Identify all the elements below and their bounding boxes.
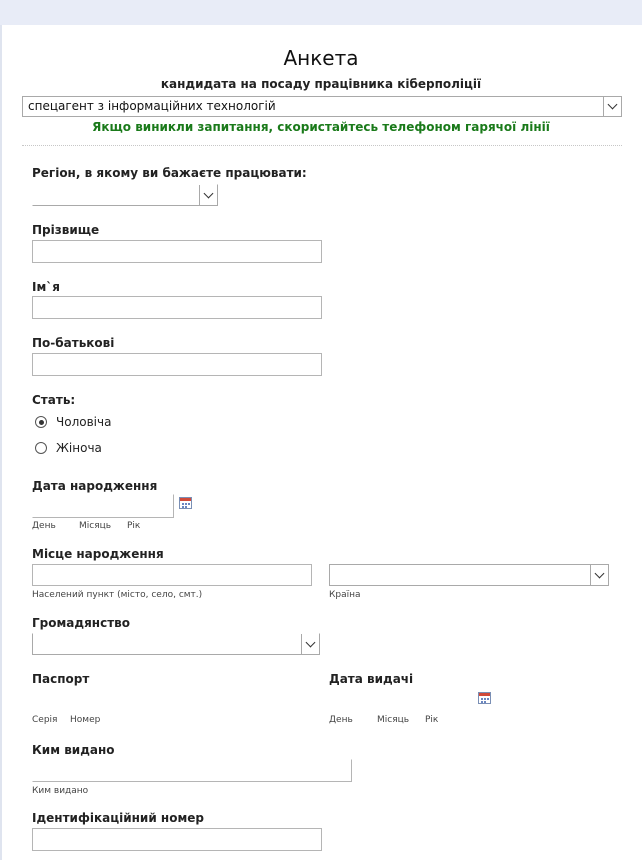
gender-label: Стать:	[32, 393, 76, 407]
gender-male-radio[interactable]	[35, 416, 47, 428]
passport-label: Паспорт	[32, 672, 90, 686]
divider	[22, 145, 622, 146]
page-subtitle: кандидата на посаду працівника кіберполіції	[160, 77, 482, 91]
top-bar	[0, 0, 642, 25]
birth-country-select[interactable]	[329, 564, 609, 586]
patronymic-label: По-батькові	[32, 336, 115, 350]
chevron-down-icon[interactable]	[199, 185, 217, 205]
birth-day-caption: День	[32, 521, 56, 531]
passport-number-caption: Номер	[70, 715, 101, 725]
birth-locality-field[interactable]	[32, 564, 312, 586]
issue-month-caption: Місяць	[377, 715, 410, 725]
gender-female-label: Жіноча	[56, 441, 102, 455]
birth-date-label: Дата народження	[32, 479, 158, 493]
birth-date-field[interactable]	[32, 494, 174, 518]
name-field[interactable]	[32, 296, 322, 319]
left-border	[0, 25, 2, 860]
chevron-down-icon[interactable]	[301, 634, 319, 654]
issue-day-caption: День	[329, 715, 353, 725]
tax-id-label: Ідентифікаційний номер	[32, 811, 204, 825]
citizenship-label: Громадянство	[32, 616, 130, 630]
surname-field[interactable]	[32, 240, 322, 263]
birth-place-label: Місце народження	[32, 547, 164, 561]
gender-male-label: Чоловіча	[56, 415, 112, 429]
gender-female-radio[interactable]	[35, 442, 47, 454]
tax-id-field[interactable]	[32, 828, 322, 851]
region-select[interactable]	[32, 184, 218, 206]
passport-series-caption: Серія	[32, 715, 58, 725]
hotline-hint: Якщо виникли запитання, скористайтесь телефоном гарячої лінії	[92, 120, 550, 134]
position-select[interactable]	[22, 96, 622, 117]
issued-by-field[interactable]	[32, 759, 352, 782]
page-title: Анкета	[283, 46, 359, 70]
name-label: Ім`я	[32, 280, 60, 294]
birth-year-caption: Рік	[127, 521, 141, 531]
region-label: Регіон, в якому ви бажаєте працювати:	[32, 166, 307, 180]
calendar-icon[interactable]	[478, 692, 491, 704]
patronymic-field[interactable]	[32, 353, 322, 376]
calendar-icon[interactable]	[179, 497, 192, 509]
locality-caption: Населений пункт (місто, село, смт.)	[32, 590, 203, 600]
issued-by-caption: Ким видано	[32, 786, 89, 796]
chevron-down-icon[interactable]	[590, 565, 608, 585]
birth-month-caption: Місяць	[79, 521, 112, 531]
surname-label: Прізвище	[32, 223, 100, 237]
country-caption: Країна	[329, 590, 361, 600]
chevron-down-icon[interactable]	[603, 97, 621, 116]
position-select-value: спецагент з інформаційних технологій	[28, 99, 276, 113]
issue-year-caption: Рік	[425, 715, 439, 725]
citizenship-select[interactable]	[32, 633, 320, 655]
issued-by-label: Ким видано	[32, 743, 115, 757]
issue-date-label: Дата видачі	[329, 672, 414, 686]
